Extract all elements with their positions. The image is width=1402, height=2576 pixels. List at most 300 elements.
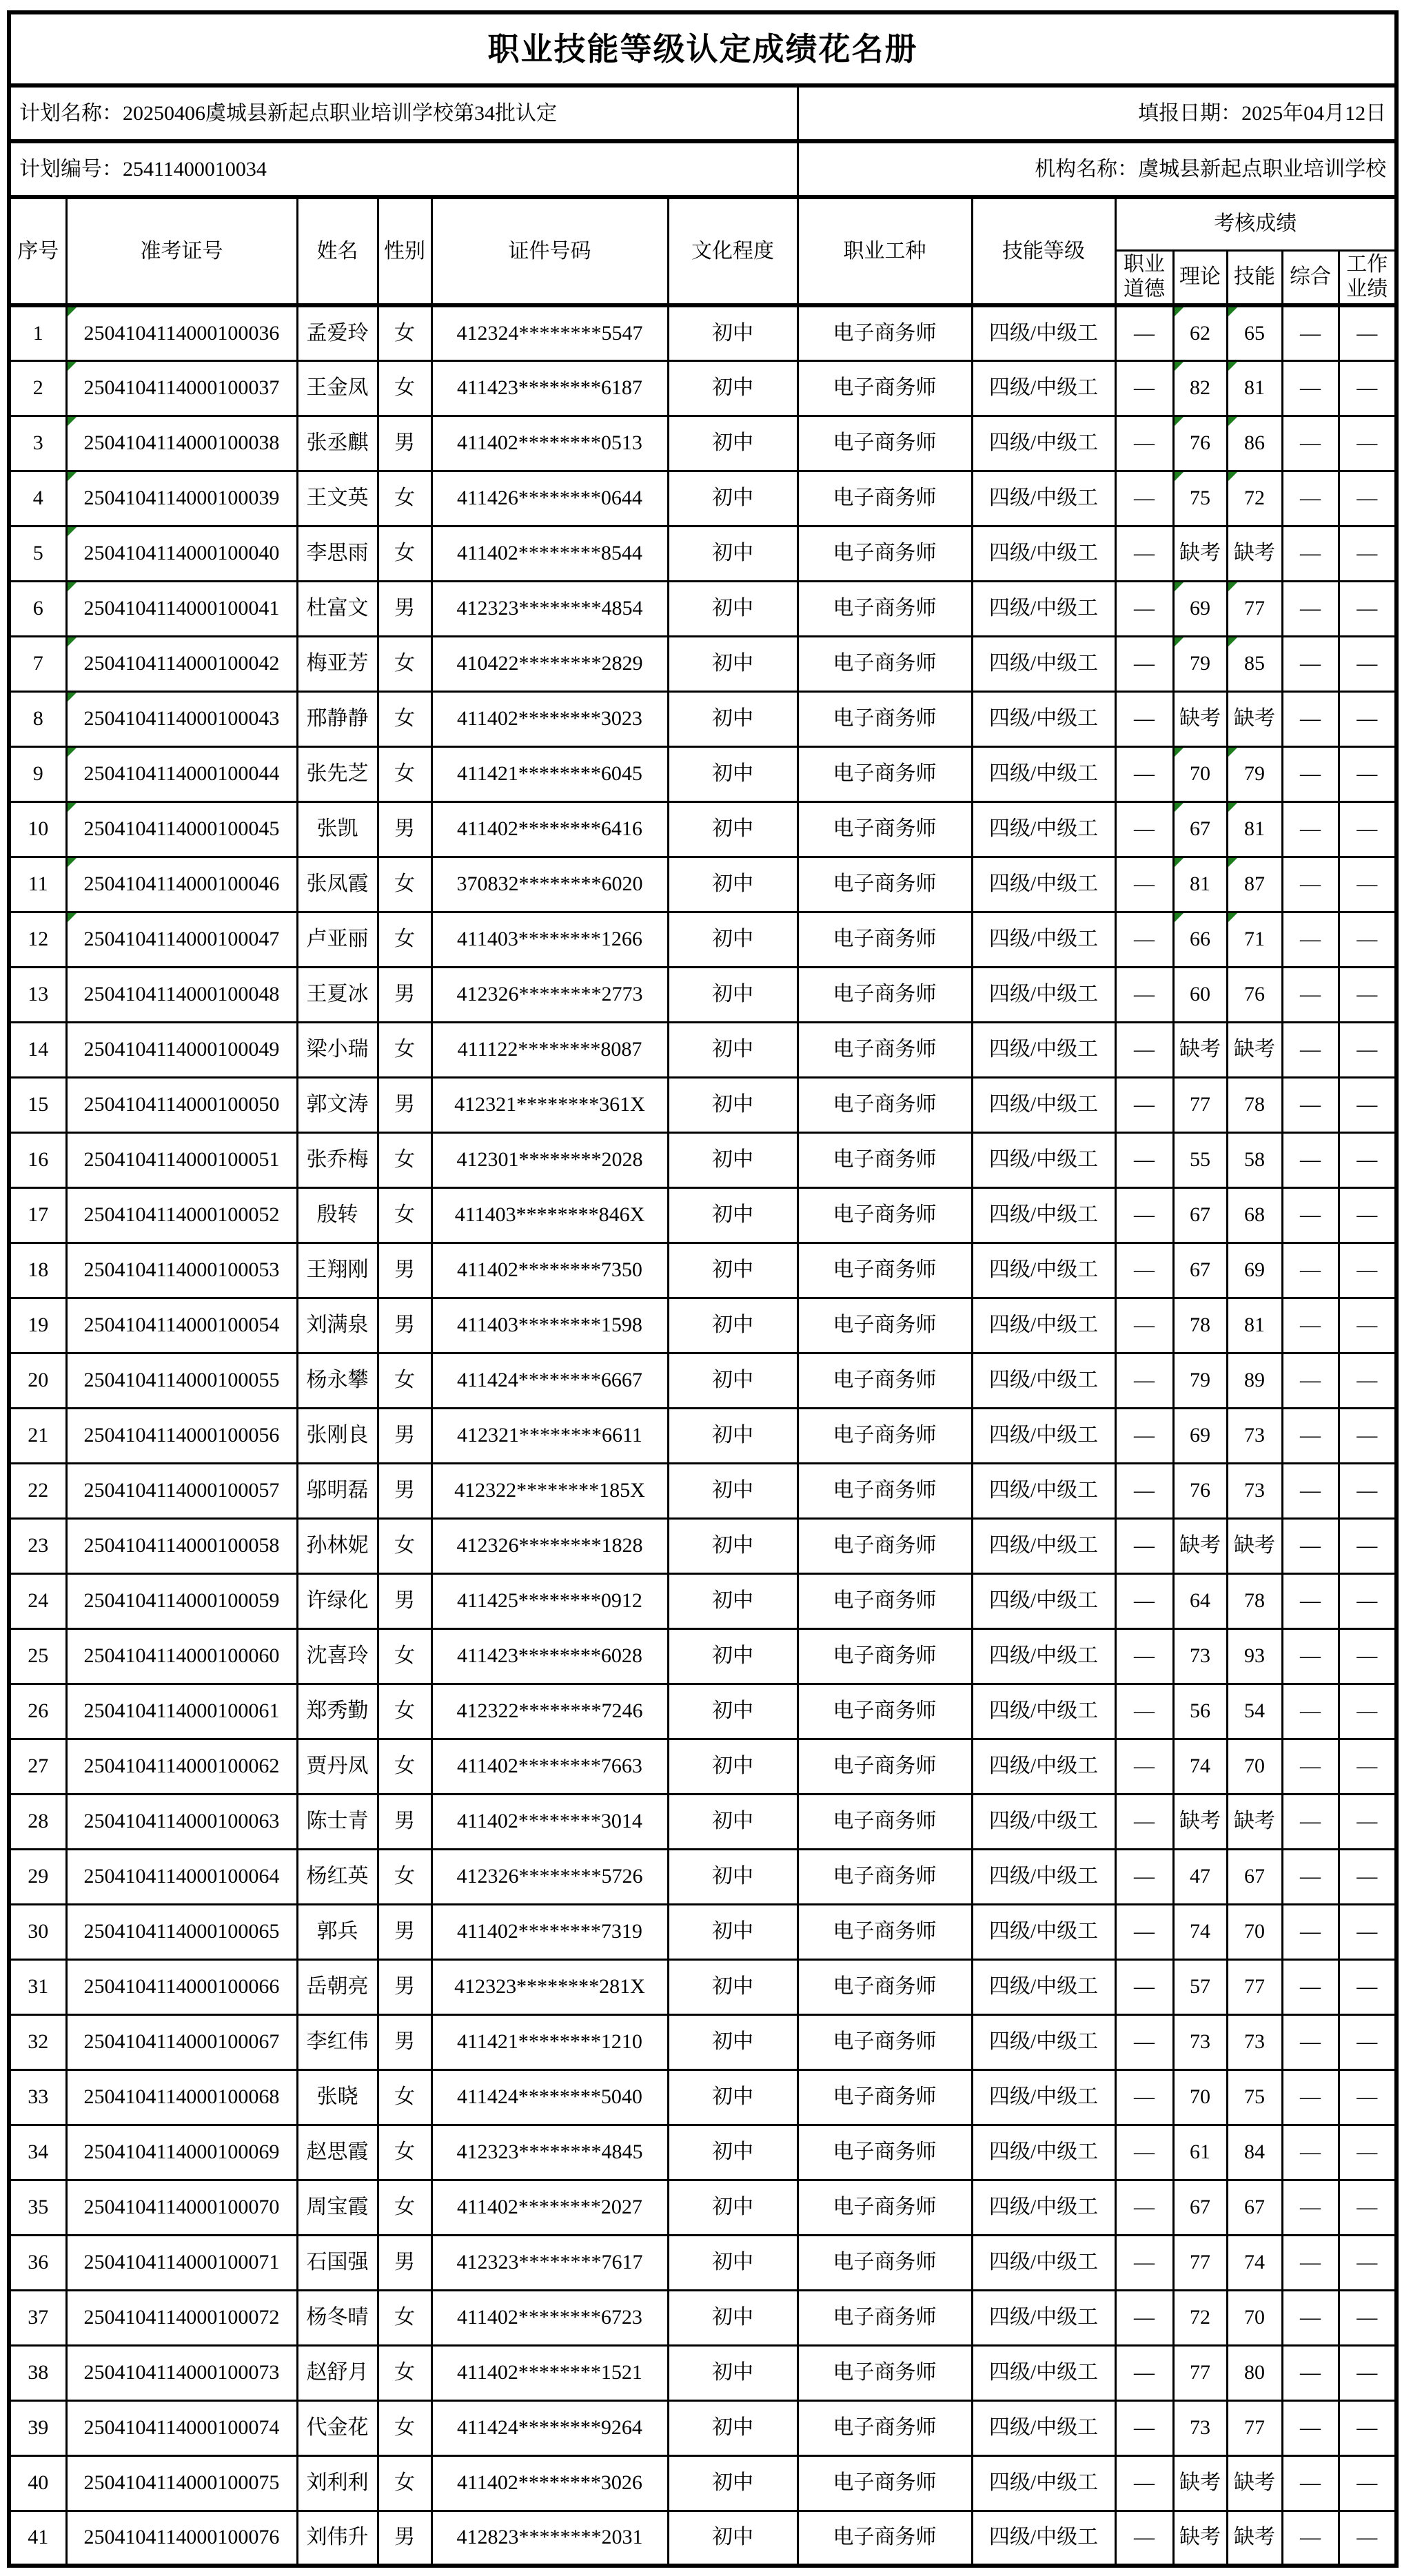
table-row: [9, 2455, 1396, 2511]
cell-level: 四级/中级工: [972, 912, 1115, 967]
cell-no: 39: [9, 2400, 66, 2455]
table-row: [9, 1077, 1396, 1132]
cell-name: 郑秀勤: [297, 1684, 378, 1739]
cell-occupation: 电子商务师: [797, 801, 972, 857]
cell-work: —: [1339, 581, 1396, 636]
cell-no: 14: [9, 1022, 66, 1077]
cell-occupation: 电子商务师: [797, 2511, 972, 2566]
cell-no: 40: [9, 2455, 66, 2511]
header-row-1: [9, 197, 1396, 250]
cell-gender: 男: [378, 1463, 431, 1518]
cell-education: 初中: [668, 1022, 797, 1077]
cell-flag-icon: [1175, 362, 1183, 371]
cell-comprehensive: —: [1282, 2069, 1339, 2125]
cell-ticket: 2504104114000100055: [66, 1353, 297, 1408]
cell-no: 18: [9, 1243, 66, 1298]
cell-work: —: [1339, 1628, 1396, 1684]
cell-education: 初中: [668, 2290, 797, 2345]
cell-work: —: [1339, 1463, 1396, 1518]
cell-comprehensive: —: [1282, 2400, 1339, 2455]
cell-education: 初中: [668, 636, 797, 691]
cell-skill: 缺考: [1227, 1022, 1282, 1077]
header-id-number: 证件号码: [431, 197, 668, 305]
cell-occupation: 电子商务师: [797, 1739, 972, 1794]
cell-education: 初中: [668, 691, 797, 746]
cell-skill: 81: [1227, 801, 1282, 857]
cell-ticket: 2504104114000100057: [66, 1463, 297, 1518]
cell-flag-icon: [1228, 913, 1237, 922]
cell-theory: 81: [1173, 857, 1227, 912]
cell-level: 四级/中级工: [972, 967, 1115, 1022]
cell-ethics: —: [1115, 1463, 1173, 1518]
cell-id-number: 412322********7246: [431, 1684, 668, 1739]
cell-occupation: 电子商务师: [797, 1959, 972, 2014]
cell-theory: 缺考: [1173, 2455, 1227, 2511]
cell-theory: 73: [1173, 2400, 1227, 2455]
cell-work: —: [1339, 2125, 1396, 2180]
cell-no: 6: [9, 581, 66, 636]
cell-theory: 67: [1173, 1243, 1227, 1298]
cell-name: 张凯: [297, 801, 378, 857]
cell-flag-icon: [1175, 913, 1183, 922]
cell-occupation: 电子商务师: [797, 636, 972, 691]
cell-ethics: —: [1115, 1132, 1173, 1187]
table-row: [9, 1794, 1396, 1849]
cell-work: —: [1339, 1408, 1396, 1463]
cell-id-number: 411424********9264: [431, 2400, 668, 2455]
header-ticket: 准考证号: [66, 197, 297, 305]
cell-flag-icon: [68, 472, 77, 481]
cell-name: 王金凤: [297, 360, 378, 416]
cell-gender: 女: [378, 526, 431, 581]
cell-comprehensive: —: [1282, 305, 1339, 360]
cell-level: 四级/中级工: [972, 1298, 1115, 1353]
cell-occupation: 电子商务师: [797, 1904, 972, 1959]
table-row: [9, 2014, 1396, 2069]
cell-no: 38: [9, 2345, 66, 2400]
cell-skill: 77: [1227, 581, 1282, 636]
cell-skill: 69: [1227, 1243, 1282, 1298]
cell-gender: 男: [378, 2235, 431, 2290]
cell-comprehensive: —: [1282, 1187, 1339, 1243]
cell-ticket: 2504104114000100038: [66, 416, 297, 471]
cell-ticket: 2504104114000100053: [66, 1243, 297, 1298]
table-row: [9, 1132, 1396, 1187]
cell-ticket: 2504104114000100074: [66, 2400, 297, 2455]
cell-theory: 缺考: [1173, 1794, 1227, 1849]
cell-education: 初中: [668, 2235, 797, 2290]
cell-work: —: [1339, 360, 1396, 416]
table-row: [9, 2069, 1396, 2125]
table-row: [9, 1022, 1396, 1077]
cell-comprehensive: —: [1282, 636, 1339, 691]
cell-theory: 55: [1173, 1132, 1227, 1187]
cell-level: 四级/中级工: [972, 2290, 1115, 2345]
cell-work: —: [1339, 2069, 1396, 2125]
cell-theory: 72: [1173, 2290, 1227, 2345]
cell-gender: 女: [378, 1684, 431, 1739]
cell-occupation: 电子商务师: [797, 2125, 972, 2180]
cell-ticket: 2504104114000100052: [66, 1187, 297, 1243]
cell-level: 四级/中级工: [972, 2125, 1115, 2180]
cell-comprehensive: —: [1282, 1463, 1339, 1518]
cell-gender: 女: [378, 2400, 431, 2455]
cell-education: 初中: [668, 1187, 797, 1243]
cell-comprehensive: —: [1282, 1794, 1339, 1849]
cell-gender: 女: [378, 691, 431, 746]
header-work: 工作业绩: [1339, 250, 1396, 305]
cell-skill: 73: [1227, 2014, 1282, 2069]
cell-id-number: 411424********6667: [431, 1353, 668, 1408]
cell-ethics: —: [1115, 2125, 1173, 2180]
cell-theory: 77: [1173, 2235, 1227, 2290]
cell-name: 赵思霞: [297, 2125, 378, 2180]
cell-skill: 84: [1227, 2125, 1282, 2180]
cell-gender: 女: [378, 2069, 431, 2125]
cell-id-number: 412323********4854: [431, 581, 668, 636]
cell-id-number: 411403********846X: [431, 1187, 668, 1243]
cell-comprehensive: —: [1282, 1959, 1339, 2014]
table-row: [9, 1187, 1396, 1243]
cell-no: 3: [9, 416, 66, 471]
table-row: [9, 305, 1396, 360]
cell-level: 四级/中级工: [972, 1132, 1115, 1187]
cell-name: 刘满泉: [297, 1298, 378, 1353]
cell-ticket: 2504104114000100064: [66, 1849, 297, 1904]
cell-no: 36: [9, 2235, 66, 2290]
cell-id-number: 412326********1828: [431, 1518, 668, 1573]
table-row: [9, 1628, 1396, 1684]
cell-gender: 女: [378, 636, 431, 691]
cell-ethics: —: [1115, 2455, 1173, 2511]
cell-ethics: —: [1115, 1794, 1173, 1849]
table-row: [9, 581, 1396, 636]
table-row: [9, 1684, 1396, 1739]
cell-no: 12: [9, 912, 66, 967]
cell-gender: 女: [378, 1739, 431, 1794]
cell-ethics: —: [1115, 857, 1173, 912]
page-title: 职业技能等级认定成绩花名册: [9, 12, 1396, 85]
report-date-label: 填报日期：: [1138, 101, 1242, 125]
cell-flag-icon: [68, 803, 77, 812]
cell-occupation: 电子商务师: [797, 471, 972, 526]
cell-comprehensive: —: [1282, 2511, 1339, 2566]
cell-flag-icon: [68, 748, 77, 757]
cell-id-number: 412823********2031: [431, 2511, 668, 2566]
cell-occupation: 电子商务师: [797, 2400, 972, 2455]
plan-name-value: 20250406虞城县新起点职业培训学校第34批认定: [123, 101, 557, 125]
cell-ticket: 2504104114000100073: [66, 2345, 297, 2400]
cell-level: 四级/中级工: [972, 1573, 1115, 1628]
cell-ethics: —: [1115, 1849, 1173, 1904]
cell-id-number: 412322********185X: [431, 1463, 668, 1518]
header-education: 文化程度: [668, 197, 797, 305]
cell-education: 初中: [668, 2125, 797, 2180]
table-row: [9, 746, 1396, 801]
cell-gender: 女: [378, 1849, 431, 1904]
cell-gender: 男: [378, 1794, 431, 1849]
cell-gender: 女: [378, 746, 431, 801]
cell-no: 13: [9, 967, 66, 1022]
cell-gender: 男: [378, 801, 431, 857]
cell-no: 24: [9, 1573, 66, 1628]
cell-gender: 女: [378, 1132, 431, 1187]
cell-no: 29: [9, 1849, 66, 1904]
header-gender: 性别: [378, 197, 431, 305]
cell-ethics: —: [1115, 967, 1173, 1022]
cell-education: 初中: [668, 2455, 797, 2511]
cell-work: —: [1339, 2345, 1396, 2400]
cell-name: 张先芝: [297, 746, 378, 801]
cell-ticket: 2504104114000100054: [66, 1298, 297, 1353]
cell-occupation: 电子商务师: [797, 305, 972, 360]
cell-level: 四级/中级工: [972, 305, 1115, 360]
cell-level: 四级/中级工: [972, 857, 1115, 912]
cell-occupation: 电子商务师: [797, 581, 972, 636]
cell-ethics: —: [1115, 1518, 1173, 1573]
cell-name: 沈喜玲: [297, 1628, 378, 1684]
cell-ticket: 2504104114000100060: [66, 1628, 297, 1684]
cell-id-number: 370832********6020: [431, 857, 668, 912]
cell-work: —: [1339, 1684, 1396, 1739]
cell-work: —: [1339, 2511, 1396, 2566]
cell-comprehensive: —: [1282, 1022, 1339, 1077]
cell-occupation: 电子商务师: [797, 526, 972, 581]
cell-gender: 男: [378, 416, 431, 471]
cell-comprehensive: —: [1282, 912, 1339, 967]
cell-occupation: 电子商务师: [797, 1408, 972, 1463]
cell-education: 初中: [668, 1959, 797, 2014]
cell-ticket: 2504104114000100075: [66, 2455, 297, 2511]
cell-no: 2: [9, 360, 66, 416]
cell-flag-icon: [1228, 362, 1237, 371]
cell-skill: 74: [1227, 2235, 1282, 2290]
cell-level: 四级/中级工: [972, 1794, 1115, 1849]
cell-ticket: 2504104114000100061: [66, 1684, 297, 1739]
cell-work: —: [1339, 746, 1396, 801]
cell-work: —: [1339, 416, 1396, 471]
cell-occupation: 电子商务师: [797, 691, 972, 746]
cell-education: 初中: [668, 305, 797, 360]
cell-name: 杨永攀: [297, 1353, 378, 1408]
cell-name: 赵舒月: [297, 2345, 378, 2400]
cell-ticket: 2504104114000100037: [66, 360, 297, 416]
cell-no: 9: [9, 746, 66, 801]
cell-id-number: 411402********1521: [431, 2345, 668, 2400]
cell-ticket: 2504104114000100046: [66, 857, 297, 912]
cell-ticket: 2504104114000100045: [66, 801, 297, 857]
cell-occupation: 电子商务师: [797, 857, 972, 912]
cell-no: 31: [9, 1959, 66, 2014]
cell-ethics: —: [1115, 1408, 1173, 1463]
table-row: [9, 1463, 1396, 1518]
cell-name: 岳朝亮: [297, 1959, 378, 2014]
cell-ticket: 2504104114000100065: [66, 1904, 297, 1959]
cell-ticket: 2504104114000100040: [66, 526, 297, 581]
cell-theory: 57: [1173, 1959, 1227, 2014]
cell-ethics: —: [1115, 581, 1173, 636]
cell-flag-icon: [68, 527, 77, 536]
cell-comprehensive: —: [1282, 857, 1339, 912]
cell-name: 刘利利: [297, 2455, 378, 2511]
cell-ticket: 2504104114000100036: [66, 305, 297, 360]
cell-no: 19: [9, 1298, 66, 1353]
cell-comprehensive: —: [1282, 2125, 1339, 2180]
cell-id-number: 412326********5726: [431, 1849, 668, 1904]
cell-no: 7: [9, 636, 66, 691]
cell-comprehensive: —: [1282, 1353, 1339, 1408]
report-date-cell: [797, 85, 1396, 141]
table-row: [9, 1904, 1396, 1959]
cell-theory: 64: [1173, 1573, 1227, 1628]
cell-id-number: 411421********6045: [431, 746, 668, 801]
cell-gender: 男: [378, 1077, 431, 1132]
cell-work: —: [1339, 1077, 1396, 1132]
cell-skill: 77: [1227, 2400, 1282, 2455]
header-level: 技能等级: [972, 197, 1115, 305]
cell-ethics: —: [1115, 2290, 1173, 2345]
cell-education: 初中: [668, 1077, 797, 1132]
cell-occupation: 电子商务师: [797, 967, 972, 1022]
cell-theory: 56: [1173, 1684, 1227, 1739]
cell-name: 王翔刚: [297, 1243, 378, 1298]
cell-flag-icon: [1175, 748, 1183, 757]
cell-skill: 77: [1227, 1959, 1282, 2014]
cell-ethics: —: [1115, 746, 1173, 801]
cell-level: 四级/中级工: [972, 2180, 1115, 2235]
cell-no: 32: [9, 2014, 66, 2069]
header-no: 序号: [9, 197, 66, 305]
cell-theory: 78: [1173, 1298, 1227, 1353]
cell-no: 1: [9, 305, 66, 360]
cell-ethics: —: [1115, 1022, 1173, 1077]
cell-skill: 65: [1227, 305, 1282, 360]
cell-no: 4: [9, 471, 66, 526]
cell-name: 卢亚丽: [297, 912, 378, 967]
cell-skill: 70: [1227, 1739, 1282, 1794]
cell-theory: 69: [1173, 1408, 1227, 1463]
cell-id-number: 412323********4845: [431, 2125, 668, 2180]
cell-work: —: [1339, 912, 1396, 967]
cell-no: 30: [9, 1904, 66, 1959]
cell-work: —: [1339, 801, 1396, 857]
cell-education: 初中: [668, 2069, 797, 2125]
cell-comprehensive: —: [1282, 581, 1339, 636]
cell-name: 邬明磊: [297, 1463, 378, 1518]
cell-gender: 女: [378, 1518, 431, 1573]
cell-flag-icon: [68, 362, 77, 371]
roster-body: [9, 305, 1396, 2566]
cell-gender: 女: [378, 2180, 431, 2235]
cell-flag-icon: [1175, 637, 1183, 646]
cell-skill: 54: [1227, 1684, 1282, 1739]
cell-education: 初中: [668, 360, 797, 416]
cell-ethics: —: [1115, 1353, 1173, 1408]
cell-education: 初中: [668, 1904, 797, 1959]
cell-ethics: —: [1115, 2069, 1173, 2125]
cell-work: —: [1339, 967, 1396, 1022]
cell-theory: 73: [1173, 2014, 1227, 2069]
cell-occupation: 电子商务师: [797, 360, 972, 416]
cell-education: 初中: [668, 912, 797, 967]
table-row: [9, 416, 1396, 471]
cell-education: 初中: [668, 1132, 797, 1187]
cell-gender: 女: [378, 1187, 431, 1243]
cell-ticket: 2504104114000100070: [66, 2180, 297, 2235]
cell-level: 四级/中级工: [972, 2400, 1115, 2455]
cell-work: —: [1339, 1739, 1396, 1794]
cell-ethics: —: [1115, 305, 1173, 360]
cell-work: —: [1339, 1518, 1396, 1573]
cell-ethics: —: [1115, 1298, 1173, 1353]
cell-name: 梁小瑞: [297, 1022, 378, 1077]
cell-level: 四级/中级工: [972, 1518, 1115, 1573]
cell-comprehensive: —: [1282, 1573, 1339, 1628]
table-row: [9, 2345, 1396, 2400]
cell-name: 石国强: [297, 2235, 378, 2290]
cell-education: 初中: [668, 1298, 797, 1353]
cell-level: 四级/中级工: [972, 1353, 1115, 1408]
cell-id-number: 411421********1210: [431, 2014, 668, 2069]
table-row: [9, 2235, 1396, 2290]
cell-gender: 女: [378, 1022, 431, 1077]
cell-gender: 女: [378, 2290, 431, 2345]
cell-flag-icon: [1228, 748, 1237, 757]
cell-comprehensive: —: [1282, 1904, 1339, 1959]
cell-occupation: 电子商务师: [797, 2180, 972, 2235]
cell-no: 34: [9, 2125, 66, 2180]
plan-code-label: 计划编号：: [19, 157, 123, 181]
cell-id-number: 412323********281X: [431, 1959, 668, 2014]
cell-occupation: 电子商务师: [797, 2345, 972, 2400]
cell-id-number: 411402********7663: [431, 1739, 668, 1794]
cell-level: 四级/中级工: [972, 2455, 1115, 2511]
cell-id-number: 411122********8087: [431, 1022, 668, 1077]
cell-level: 四级/中级工: [972, 1739, 1115, 1794]
cell-name: 杨冬晴: [297, 2290, 378, 2345]
cell-name: 陈士青: [297, 1794, 378, 1849]
cell-flag-icon: [68, 307, 77, 316]
cell-level: 四级/中级工: [972, 2014, 1115, 2069]
cell-id-number: 411423********6187: [431, 360, 668, 416]
cell-id-number: 411402********0513: [431, 416, 668, 471]
cell-occupation: 电子商务师: [797, 1794, 972, 1849]
cell-skill: 78: [1227, 1077, 1282, 1132]
cell-level: 四级/中级工: [972, 1077, 1115, 1132]
table-row: [9, 1849, 1396, 1904]
cell-theory: 70: [1173, 2069, 1227, 2125]
cell-level: 四级/中级工: [972, 1463, 1115, 1518]
cell-name: 邢静静: [297, 691, 378, 746]
org-name-label: 机构名称：: [1035, 157, 1139, 181]
cell-theory: 61: [1173, 2125, 1227, 2180]
cell-ticket: 2504104114000100042: [66, 636, 297, 691]
cell-education: 初中: [668, 801, 797, 857]
cell-work: —: [1339, 1298, 1396, 1353]
cell-skill: 缺考: [1227, 2511, 1282, 2566]
cell-ethics: —: [1115, 416, 1173, 471]
cell-work: —: [1339, 1794, 1396, 1849]
cell-ethics: —: [1115, 636, 1173, 691]
cell-theory: 67: [1173, 801, 1227, 857]
cell-no: 28: [9, 1794, 66, 1849]
cell-occupation: 电子商务师: [797, 1849, 972, 1904]
cell-id-number: 411402********3014: [431, 1794, 668, 1849]
cell-no: 5: [9, 526, 66, 581]
report-date-value: 2025年04月12日: [1241, 101, 1387, 125]
cell-work: —: [1339, 1849, 1396, 1904]
cell-theory: 47: [1173, 1849, 1227, 1904]
